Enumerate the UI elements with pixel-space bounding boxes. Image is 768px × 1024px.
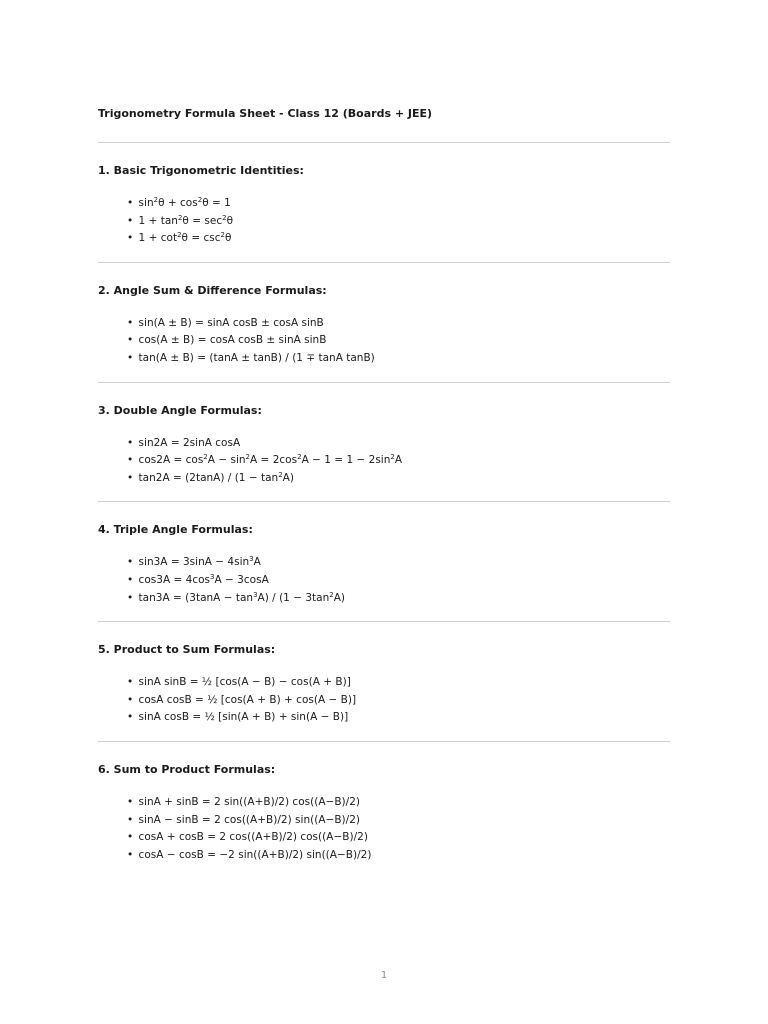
formula-item — [127, 332, 670, 350]
formula-item — [127, 213, 670, 231]
page-number: 1 — [380, 970, 388, 981]
formula-item — [127, 554, 670, 572]
document-page — [98, 100, 670, 864]
bullet-icon: • — [127, 232, 134, 245]
formula-text: $\tan 2A = (2\tan A) / (1 - \tan^2A)$ — [138, 470, 294, 484]
document-title: Trigonometry Formula Sheet - Class 12 (Boards + JEE) — [98, 107, 433, 120]
formula-text: sinA cosB = ½ [sin(A + B) + sin(A − B)] — [138, 711, 349, 724]
formula-text: sinA − sinB = 2 cos((A+B)/2) sin((A−B)/2) — [138, 813, 360, 826]
formula-text: cosA − cosB = −2 sin((A+B)/2) sin((A−B)/2) — [138, 848, 372, 861]
bullet-icon: • — [127, 197, 134, 209]
formula-list — [98, 664, 670, 727]
formula-section — [98, 502, 670, 607]
formula-text: tan(A ± B) = (tanA ± tanB) / (1 ∓ tanA tanB) — [138, 351, 375, 364]
formula-item — [127, 709, 670, 727]
bullet-icon: • — [127, 676, 134, 689]
bullet-icon: • — [127, 556, 134, 569]
bullet-icon: • — [127, 831, 134, 844]
formula-section — [98, 622, 670, 727]
formula-list — [98, 305, 670, 368]
bullet-icon: • — [127, 813, 134, 826]
formula-section — [98, 263, 670, 368]
formula-text: sinA + sinB = 2 sin((A+B)/2) cos((A−B)/2) — [138, 795, 360, 808]
bullet-icon: • — [127, 693, 134, 706]
bullet-icon: • — [127, 316, 134, 329]
formula-text: $\cos 3A = 4\cos^3A - 3\cos A$ — [138, 572, 269, 586]
section-title: 5. Product to Sum Formulas: — [98, 643, 276, 657]
formula-text: cosA cosB = ½ [cos(A + B) + cos(A − B)] — [138, 693, 357, 706]
bullet-icon: • — [127, 848, 134, 861]
section-title: 4. Triple Angle Formulas: — [98, 523, 253, 537]
bullet-icon: • — [127, 454, 134, 467]
formula-list — [98, 185, 670, 248]
bullet-icon: • — [127, 711, 134, 724]
bullet-icon: • — [127, 795, 134, 808]
formula-list — [98, 544, 670, 607]
formula-section — [98, 143, 670, 248]
formula-item — [127, 812, 670, 830]
formula-section — [98, 742, 670, 864]
formula-text: sin2A = 2sinA cosA — [138, 436, 241, 449]
formula-text: $\sin 3A = 3\sin A - 4\sin^3A$ — [138, 555, 261, 569]
section-title: 3. Double Angle Formulas: — [98, 403, 262, 417]
bullet-icon: • — [127, 214, 134, 227]
formula-text: $\sin^2\theta + \cos^2\theta = 1$ — [138, 196, 231, 209]
formula-item — [127, 674, 670, 692]
formula-text: cos(A ± B) = cosA cosB ± sinA sinB — [138, 334, 327, 347]
formula-list — [98, 425, 670, 488]
bullet-icon: • — [127, 351, 134, 364]
formula-item — [127, 470, 670, 488]
formula-text: cosA + cosB = 2 cos((A+B)/2) cos((A−B)/2) — [138, 831, 368, 844]
bullet-icon: • — [127, 436, 134, 449]
bullet-icon: • — [127, 471, 134, 484]
formula-item — [127, 590, 670, 608]
formula-item — [127, 692, 670, 710]
formula-text: $\tan 3A = (3\tan A - \tan^3A) / (1 - 3\tan^2A)$ — [138, 590, 346, 604]
formula-text: $1 + \tan^2\theta = \sec^2\theta$ — [138, 213, 233, 227]
formula-section — [98, 383, 670, 488]
formula-item — [127, 572, 670, 590]
section-title: 1. Basic Trigonometric Identities: — [98, 164, 304, 177]
formula-item — [127, 452, 670, 470]
formula-text: $1 + \cot^2\theta = \csc^2\theta$ — [138, 231, 232, 245]
section-title: 2. Angle Sum & Difference Formulas: — [98, 283, 327, 297]
formula-item — [127, 350, 670, 368]
formula-item — [127, 195, 670, 213]
formula-item — [127, 435, 670, 453]
formula-text: sinA sinB = ½ [cos(A − B) − cos(A + B)] — [138, 676, 351, 689]
section-title: 6. Sum to Product Formulas: — [98, 762, 276, 776]
sections-container — [98, 142, 670, 864]
formula-text: sin(A ± B) = sinA cosB ± cosA sinB — [138, 316, 324, 329]
bullet-icon: • — [127, 591, 134, 604]
formula-item — [127, 315, 670, 333]
bullet-icon: • — [127, 334, 134, 347]
formula-text: $\cos 2A = \cos^2A - \sin^2A = 2\cos^2A - 1 = 1 - 2\sin^2A$ — [138, 453, 403, 467]
formula-item — [127, 230, 670, 248]
formula-list — [98, 784, 670, 864]
bullet-icon: • — [127, 573, 134, 586]
formula-item — [127, 847, 670, 865]
formula-item — [127, 794, 670, 812]
formula-item — [127, 829, 670, 847]
